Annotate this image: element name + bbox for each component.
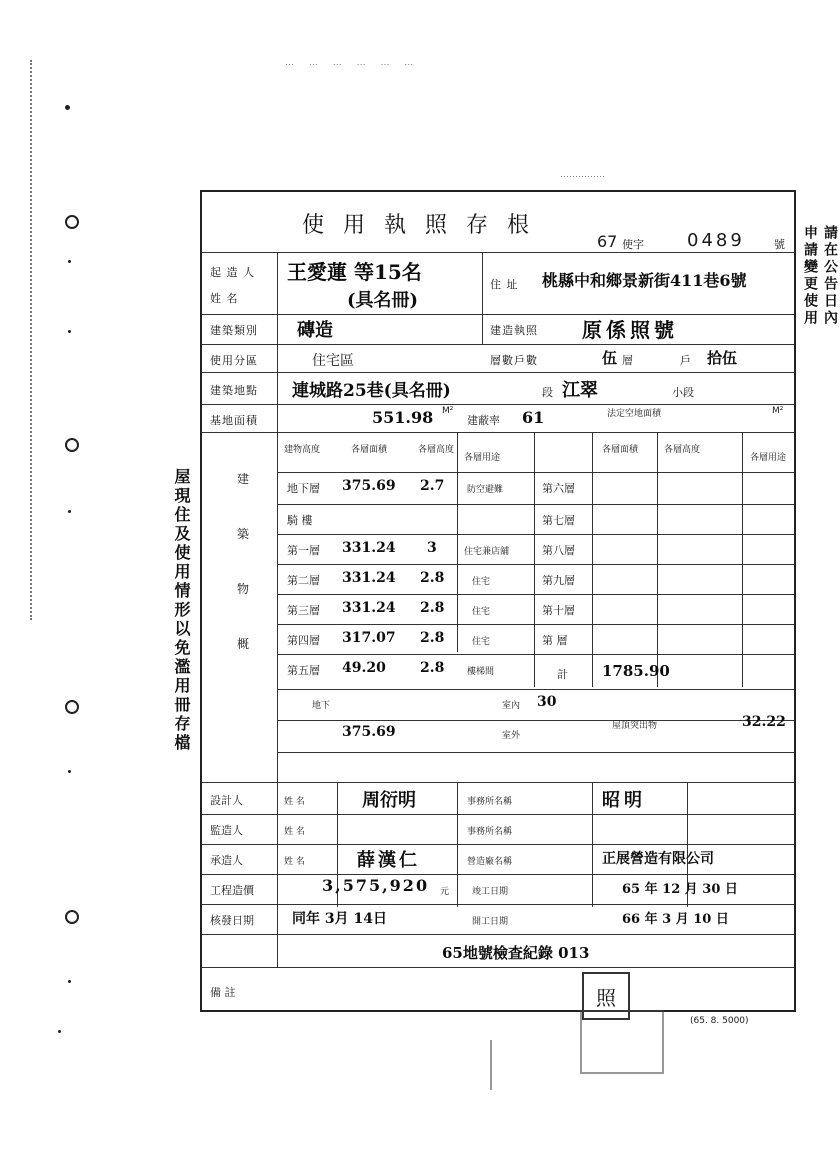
start-label: 開工日期 [472, 917, 509, 927]
units-households: 拾伍 [707, 349, 738, 367]
floor-name: 第五層 [287, 664, 320, 677]
builder-value: 王愛蓮 等15名 [287, 260, 422, 284]
units-floors-suffix: 層 [622, 354, 633, 367]
form-number: 0489 [687, 230, 745, 251]
site-lot: 江翠 [562, 380, 598, 401]
builder2-label: 承造人 [210, 854, 243, 867]
floor-height: 2.8 [420, 570, 445, 586]
builder-note: (具名冊) [347, 290, 419, 311]
floor-name: 第四層 [287, 634, 320, 647]
binding-hole [65, 105, 70, 110]
side-handwritten-note: 屋現住及使用情形以免濫用冊存檔 [172, 468, 191, 753]
completion-label: 竣工日期 [472, 887, 509, 897]
designer-name-label: 姓 名 [284, 797, 305, 807]
scan-mark [490, 1040, 492, 1090]
open-space-unit: M² [772, 406, 784, 416]
floor-height: 2.7 [420, 478, 445, 494]
area-unit: M² [442, 406, 454, 416]
binding-dot [68, 770, 71, 773]
roof-label: 屋頂突出物 [612, 721, 658, 731]
binding-dot [68, 330, 71, 333]
units-floors: 伍 [602, 349, 618, 367]
floors-header-right-area: 各層面積 [602, 445, 639, 455]
site-small: 小段 [672, 386, 694, 399]
floors-header-area: 各層面積 [350, 445, 387, 455]
floors-header-use: 各層用途 [464, 453, 501, 463]
binding-hole [65, 910, 79, 924]
binding-hole [65, 700, 79, 714]
permit-value: 原係照號 [582, 318, 678, 342]
form-title: 使 用 執 照 存 根 [302, 213, 535, 238]
cost-unit: 元 [440, 887, 450, 897]
floors-header-right-use: 各層用途 [750, 453, 787, 463]
area-label: 基地面積 [210, 414, 258, 427]
remarks-label: 備 註 [210, 986, 236, 999]
form-number-suffix: 號 [774, 238, 785, 251]
floors-header-right-height: 各層高度 [664, 445, 701, 455]
binding-dot [68, 510, 71, 513]
permit-label: 建造執照 [490, 324, 538, 337]
coverage-value: 61 [522, 408, 545, 427]
address-label: 住 址 [490, 278, 519, 291]
outdoor-label: 室外 [502, 731, 521, 741]
header-scan-artifact-right: ⋯⋯⋯⋯⋯ [560, 172, 605, 182]
upper-floor-name: 第七層 [542, 514, 575, 527]
form-number-prefix: 67 [597, 232, 618, 251]
underground-value: 375.69 [342, 724, 396, 740]
total-label: 計 [557, 668, 568, 681]
binding-dot [58, 1030, 61, 1033]
area-value: 551.98 [372, 408, 434, 427]
total-area: 1785.90 [602, 662, 670, 680]
binding-hole [65, 215, 79, 229]
floor-use: 住宅 [472, 607, 491, 617]
floor-use: 住宅 [472, 637, 491, 647]
usage-value: 住宅區 [312, 353, 354, 369]
site-section: 段 [542, 386, 553, 399]
floor-height: 2.8 [420, 630, 445, 646]
indoor-label: 室內 [502, 701, 521, 711]
floor-area: 331.24 [342, 540, 396, 556]
floor-name: 第三層 [287, 604, 320, 617]
site-label: 建築地點 [210, 384, 258, 397]
coverage-label: 建蔽率 [467, 414, 500, 427]
builder2-name-label: 姓 名 [284, 857, 305, 867]
remarks-value: 65地號檢查紀錄 013 [442, 944, 590, 962]
builder2-company-label: 營造廠名稱 [467, 857, 513, 867]
usage-label: 使用分區 [210, 354, 258, 367]
structure-value: 磚造 [297, 320, 333, 341]
floor-area: 375.69 [342, 478, 396, 494]
official-seal: 照 [582, 972, 630, 1020]
designer-name: 周衍明 [362, 790, 416, 811]
side-note-right: 請在公告日內申請變更使用 [802, 225, 838, 327]
roof-value: 32.22 [742, 714, 786, 730]
site-value: 連城路25巷(具名冊) [292, 381, 451, 401]
binding-dot [68, 980, 71, 983]
issue-label: 核發日期 [210, 914, 254, 927]
contractor-office-label: 事務所名稱 [467, 827, 513, 837]
upper-floor-name: 第九層 [542, 574, 575, 587]
designer-label: 設計人 [210, 794, 243, 807]
floor-name: 騎 樓 [287, 514, 313, 527]
start-value: 66 年 3 月 10 日 [622, 912, 729, 927]
builder-label: 起 造 人 姓 名 [210, 266, 255, 305]
seal-impression-icon [580, 1010, 664, 1074]
binding-dot [68, 260, 71, 263]
underground-label: 地下 [312, 701, 331, 711]
indoor-value: 30 [537, 694, 557, 710]
floor-area: 49.20 [342, 660, 386, 676]
floor-use: 住宅兼店舖 [464, 547, 510, 557]
floor-name: 第一層 [287, 544, 320, 557]
header-scan-artifact: ⋯ ⋯ ⋯ ⋯ ⋯ ⋯ [285, 60, 420, 70]
upper-floor-name: 第 層 [542, 634, 568, 647]
open-space-label: 法定空地面積 [607, 409, 662, 419]
floor-height: 3 [427, 540, 437, 556]
cost-label: 工程造價 [210, 884, 254, 897]
scan-edge-line [30, 60, 32, 620]
floor-use: 樓梯間 [467, 667, 495, 677]
units-households-suffix: 戶 [680, 354, 691, 367]
permit-stub-form [200, 190, 796, 1012]
designer-office: 昭明 [602, 790, 646, 811]
floors-header-floorheight: 各層高度 [417, 445, 454, 455]
issue-value: 同年 3月 14日 [292, 911, 387, 927]
designer-office-label: 事務所名稱 [467, 797, 513, 807]
builder2-name: 薛漢仁 [357, 850, 420, 871]
contractor-name-label: 姓 名 [284, 827, 305, 837]
upper-floor-name: 第八層 [542, 544, 575, 557]
cost-value: 3,575,920 [322, 876, 430, 895]
floors-header-height: 建物高度 [284, 445, 321, 455]
building-section-label: 建 築 物 概 [237, 472, 250, 651]
upper-floor-name: 第六層 [542, 482, 575, 495]
floor-use: 住宅 [472, 577, 491, 587]
floor-height: 2.8 [420, 600, 445, 616]
floor-area: 317.07 [342, 630, 396, 646]
floors-header [284, 442, 454, 455]
builder2-company: 正展營造有限公司 [602, 851, 714, 867]
address-value: 桃縣中和鄉景新街411巷6號 [542, 271, 747, 290]
binding-hole [65, 438, 79, 452]
form-code: (65. 8. 5000) [690, 1016, 749, 1026]
floor-name: 地下層 [287, 482, 320, 495]
floor-area: 331.24 [342, 600, 396, 616]
floor-area: 331.24 [342, 570, 396, 586]
structure-label: 建築類別 [210, 324, 258, 337]
floor-use: 防空避難 [467, 485, 504, 495]
floor-name: 第二層 [287, 574, 320, 587]
upper-floor-name: 第十層 [542, 604, 575, 617]
completion-value: 65 年 12 月 30 日 [622, 882, 738, 897]
form-number-mid: 使字 [622, 238, 644, 251]
units-label: 層數戶數 [490, 354, 538, 367]
contractor-label: 監造人 [210, 824, 243, 837]
floor-height: 2.8 [420, 660, 445, 676]
